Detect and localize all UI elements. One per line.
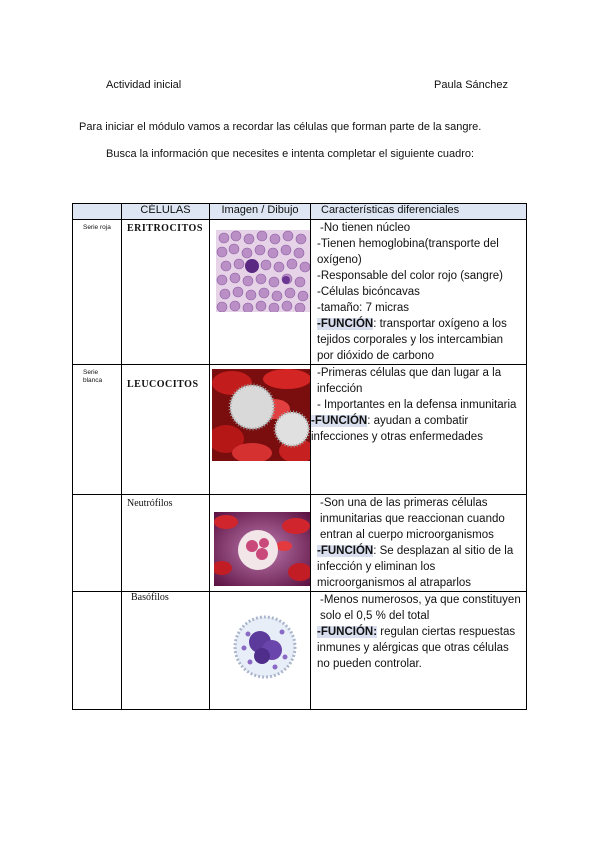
function-label: -FUNCIÓN: xyxy=(317,626,378,638)
description xyxy=(311,220,526,364)
header-left: Actividad inicial xyxy=(106,79,182,91)
intro-line-2: Busca la información que necesites e intenta completar el siguiente cuadro: xyxy=(106,148,475,160)
function-label: -FUNCIÓN xyxy=(317,318,374,330)
desc-line: -tamaño: 7 micras xyxy=(317,302,410,314)
desc-line: -Células bicóncavas xyxy=(317,286,420,298)
red-and-white-cells-image xyxy=(212,369,310,461)
header-cell-caracteristicas: Características diferenciales xyxy=(311,204,527,220)
header-right: Paula Sánchez xyxy=(434,79,508,91)
header-cell-empty xyxy=(73,204,122,220)
table-row xyxy=(73,365,527,495)
function-text: : transportar oxígeno a los tejidos corporales y los intercambian por dióxido de carbono xyxy=(317,318,507,362)
function-text: : ayudan a combatir infecciones y otras enfermedades xyxy=(311,415,483,443)
desc-line: -Menos numerosos, ya que constituyen solo el 0,5 % del total xyxy=(320,594,521,622)
cell-name: LEUCOCITOS xyxy=(127,379,199,390)
basophil-image xyxy=(230,612,300,682)
desc-line: -Responsable del color rojo (sangre) xyxy=(317,270,504,282)
table-header-row xyxy=(73,204,527,220)
intro-line-1: Para iniciar el módulo vamos a recordar las células que forman parte de la sangre. xyxy=(79,121,482,133)
table-row xyxy=(73,495,527,592)
blood-smear-image xyxy=(216,230,310,312)
cell-name: ERITROCITOS xyxy=(127,223,203,234)
function-label: -FUNCIÓN xyxy=(311,415,368,427)
function-label: -FUNCIÓN xyxy=(317,545,374,557)
desc-line: - Importantes en la defensa inmunitaria xyxy=(317,399,517,411)
function-text: regulan ciertas respuestas inmunes y alérgicas que otras células no pueden controlar. xyxy=(317,626,516,670)
function-text: : Se desplazan al sitio de la infección y eliminan los microorganismos al atraparlos xyxy=(317,545,514,589)
table-row xyxy=(73,592,527,710)
serie-label: Serie roja xyxy=(83,224,111,231)
cells-table xyxy=(72,203,527,710)
desc-line: -Primeras células que dan lugar a la infección xyxy=(317,367,502,395)
description xyxy=(311,592,526,672)
description xyxy=(311,365,526,445)
serie-label: Serie blanca xyxy=(83,369,103,384)
cell-name: Basófilos xyxy=(131,592,169,603)
header-cell-celulas: CÉLULAS xyxy=(122,204,210,220)
cell-name: Neutrófilos xyxy=(127,498,173,509)
header-cell-imagen: Imagen / Dibujo xyxy=(210,204,311,220)
desc-line: -No tienen núcleo xyxy=(320,222,411,234)
table-row xyxy=(73,220,527,365)
desc-line: -Son una de las primeras células inmunitarias que reaccionan cuando entran al cuerpo microorganismos xyxy=(320,497,505,541)
description xyxy=(311,495,526,591)
desc-line: -Tienen hemoglobina(transporte del oxígeno) xyxy=(317,238,499,266)
neutrophil-image xyxy=(214,512,310,586)
